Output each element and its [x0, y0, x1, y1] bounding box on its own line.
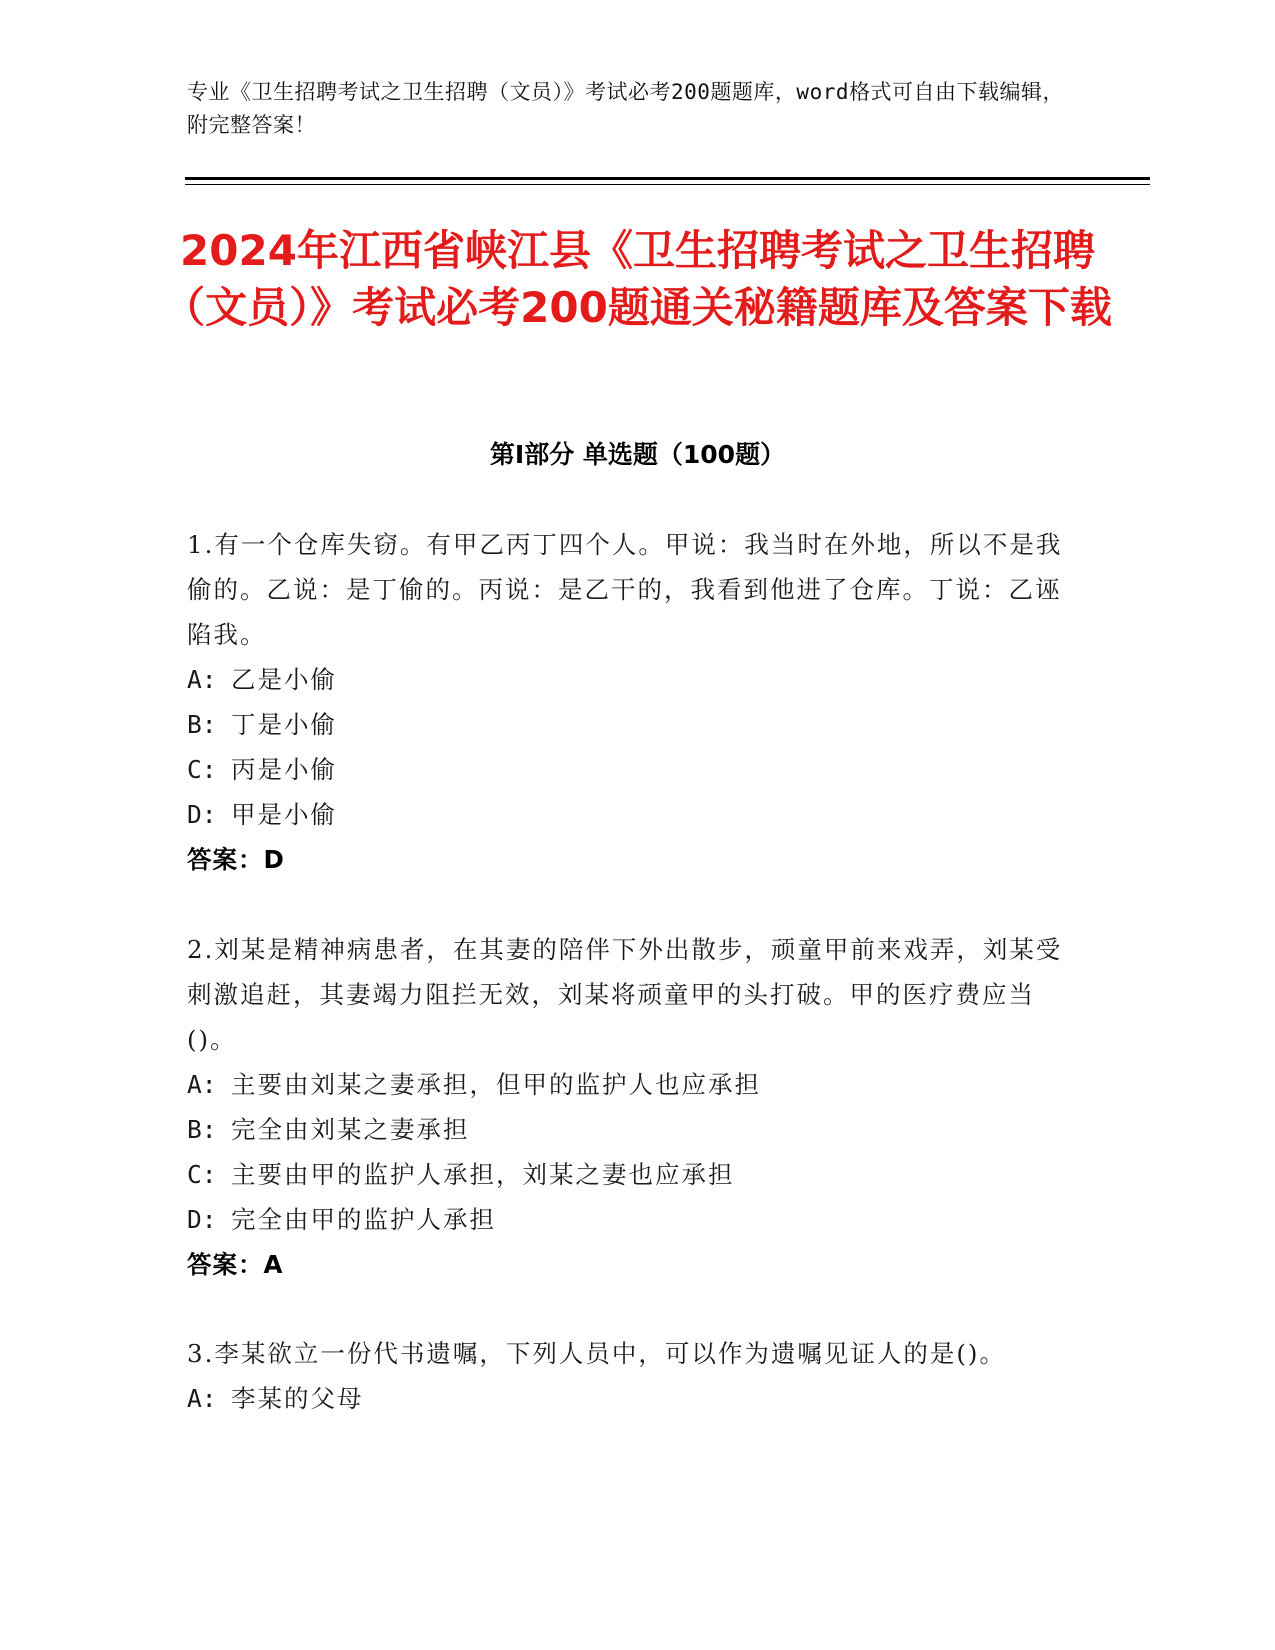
option-letter: B: [187, 1115, 217, 1144]
section-title: 第Ⅰ部分 单选题（100题） [489, 440, 786, 469]
option-a [187, 1062, 1067, 1107]
question-2 [187, 927, 1067, 1287]
option-letter: D: [187, 800, 217, 829]
option-letter: D: [187, 1205, 217, 1234]
option-text: 主要由刘某之妻承担，但甲的监护人也应承担 [231, 1070, 761, 1099]
option-text: 丙是小偷 [231, 755, 337, 784]
option-text: 乙是小偷 [231, 665, 337, 694]
option-text: 完全由刘某之妻承担 [231, 1115, 470, 1144]
question-3 [187, 1331, 1067, 1421]
option-letter: C: [187, 755, 217, 784]
option-letter: A: [187, 665, 217, 694]
option-a [187, 1376, 1067, 1421]
question-1 [187, 522, 1067, 882]
answer-key: 答案：D [187, 845, 285, 874]
option-text: 主要由甲的监护人承担，刘某之妻也应承担 [231, 1160, 735, 1189]
option-text: 丁是小偷 [231, 710, 337, 739]
header-divider-thick [185, 177, 1150, 180]
answer-key: 答案：A [187, 1250, 284, 1279]
option-c [187, 747, 1067, 792]
option-text: 李某的父母 [231, 1384, 364, 1413]
option-c [187, 1152, 1067, 1197]
option-b [187, 1107, 1067, 1152]
option-letter: A: [187, 1070, 217, 1099]
question-stem: 1.有一个仓库失窃。有甲乙丙丁四个人。甲说：我当时在外地，所以不是我偷的。乙说：是丁偷的。丙说：是乙干的，我看到他进了仓库。丁说：乙诬陷我。 [187, 530, 1063, 649]
option-text: 甲是小偷 [231, 800, 337, 829]
option-text: 完全由甲的监护人承担 [231, 1205, 496, 1234]
option-a [187, 657, 1067, 702]
header-note: 专业《卫生招聘考试之卫生招聘（文员）》考试必考200题题库，word格式可自由下载编辑，附完整答案！ [187, 80, 1064, 137]
question-stem: 3.李某欲立一份代书遗嘱，下列人员中，可以作为遗嘱见证人的是()。 [187, 1339, 1006, 1368]
option-d [187, 792, 1067, 837]
header-divider-thin [185, 184, 1150, 185]
option-d [187, 1197, 1067, 1242]
option-b [187, 702, 1067, 747]
option-letter: A: [187, 1384, 217, 1413]
question-stem: 2.刘某是精神病患者，在其妻的陪伴下外出散步，顽童甲前来戏弄，刘某受刺激追赶，其妻竭力阻拦无效，刘某将顽童甲的头打破。甲的医疗费应当()。 [187, 935, 1063, 1054]
document-title: 2024年江西省峡江县《卫生招聘考试之卫生招聘（文员）》考试必考200题通关秘籍题库及答案下载 [163, 226, 1112, 332]
option-letter: B: [187, 710, 217, 739]
option-letter: C: [187, 1160, 217, 1189]
